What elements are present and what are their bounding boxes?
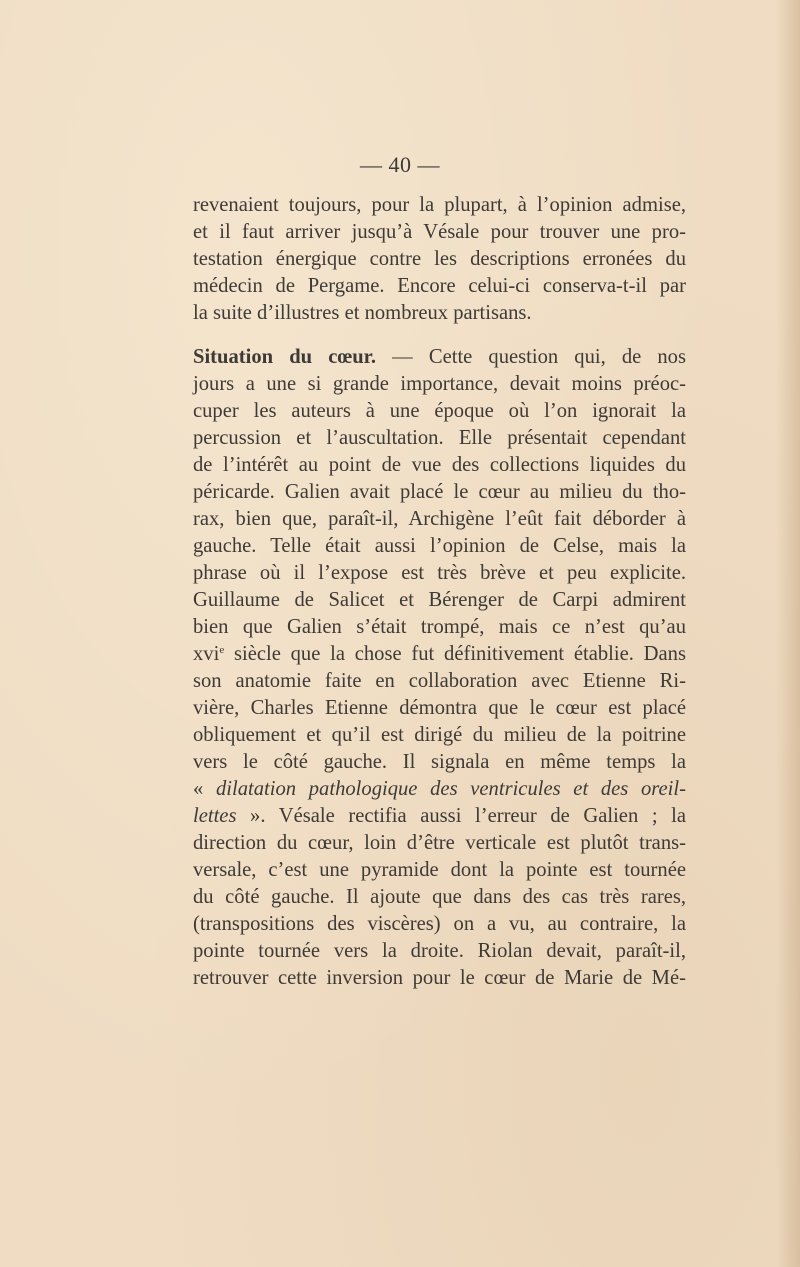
text-line [193, 641, 686, 668]
century-superscript: e [219, 644, 225, 656]
quoted-italic-text: dilatation pathologique des ventricules et des oreil- [215, 778, 686, 800]
text-line: (transpositions des viscères) on a vu, au contraire, la [193, 913, 686, 935]
text-line: jours a une si grande importance, devait moins préoc- [193, 373, 686, 395]
text-line: Guillaume de Salicet et Bérenger de Carpi admirent [193, 589, 686, 611]
quote-close-rest: ». Vésale rectifia aussi l’erreur de Galien ; la [236, 805, 686, 827]
text-line: retrouver cette inversion pour le cœur de Marie de Mé- [193, 967, 686, 989]
quote-open: « [193, 778, 216, 800]
text-line: la suite d’illustres et nombreux partisans. [193, 302, 532, 324]
text-line: médecin de Pergame. Encore celui-ci conserva-t-il par [193, 275, 686, 297]
text-line: versale, c’est une pyramide dont la pointe est tournée [193, 859, 686, 881]
century-line-rest: siècle que la chose fut définitivement établie. Dans [224, 643, 686, 665]
text-line: phrase où il l’expose est très brève et peu explicite. [193, 562, 686, 584]
text-line: direction du cœur, loin d’être verticale est plutôt trans- [193, 832, 686, 854]
text-line: pointe tournée vers la droite. Riolan devait, paraît-il, [193, 940, 686, 962]
text-line [193, 776, 686, 803]
text-line: du côté gauche. Il ajoute que dans des cas très rares, [193, 886, 686, 908]
text-line [193, 803, 686, 830]
text-line: son anatomie faite en collaboration avec Etienne Ri- [193, 670, 686, 692]
paragraph-1 [193, 192, 686, 327]
text-line: cuper les auteurs à une époque où l’on ignorait la [193, 400, 686, 422]
text-line [193, 344, 686, 371]
text-line: et il faut arriver jusqu’à Vésale pour trouver une pro- [193, 221, 686, 243]
quoted-italic-text: lettes [193, 805, 237, 827]
text-line: péricarde. Galien avait placé le cœur au milieu du tho- [193, 481, 686, 503]
century-numeral: xvi [193, 643, 220, 665]
text-line: gauche. Telle était aussi l’opinion de Celse, mais la [193, 535, 686, 557]
text-line: vière, Charles Etienne démontra que le cœur est placé [193, 697, 686, 719]
text-line: rax, bien que, paraît-il, Archigène l’eût fait déborder à [193, 508, 686, 530]
text-line: vers le côté gauche. Il signala en même temps la [193, 751, 686, 773]
text-line: obliquement et qu’il est dirigé du milieu de la poitrine [193, 724, 686, 746]
text-line: percussion et l’auscultation. Elle présentait cependant [193, 427, 686, 449]
text-line: testation énergique contre les descriptions erronées du [193, 248, 686, 270]
paragraph-2 [193, 344, 686, 992]
page-number: — 40 — [360, 152, 440, 177]
heading-line-rest: — Cette question qui, de nos [376, 346, 686, 368]
section-heading: Situation du cœur. [193, 346, 377, 368]
text-line: bien que Galien s’était trompé, mais ce n’est qu’au [193, 616, 686, 638]
text-line: revenaient toujours, pour la plupart, à l’opinion admise, [193, 194, 686, 216]
text-line: de l’intérêt au point de vue des collections liquides du [193, 454, 686, 476]
